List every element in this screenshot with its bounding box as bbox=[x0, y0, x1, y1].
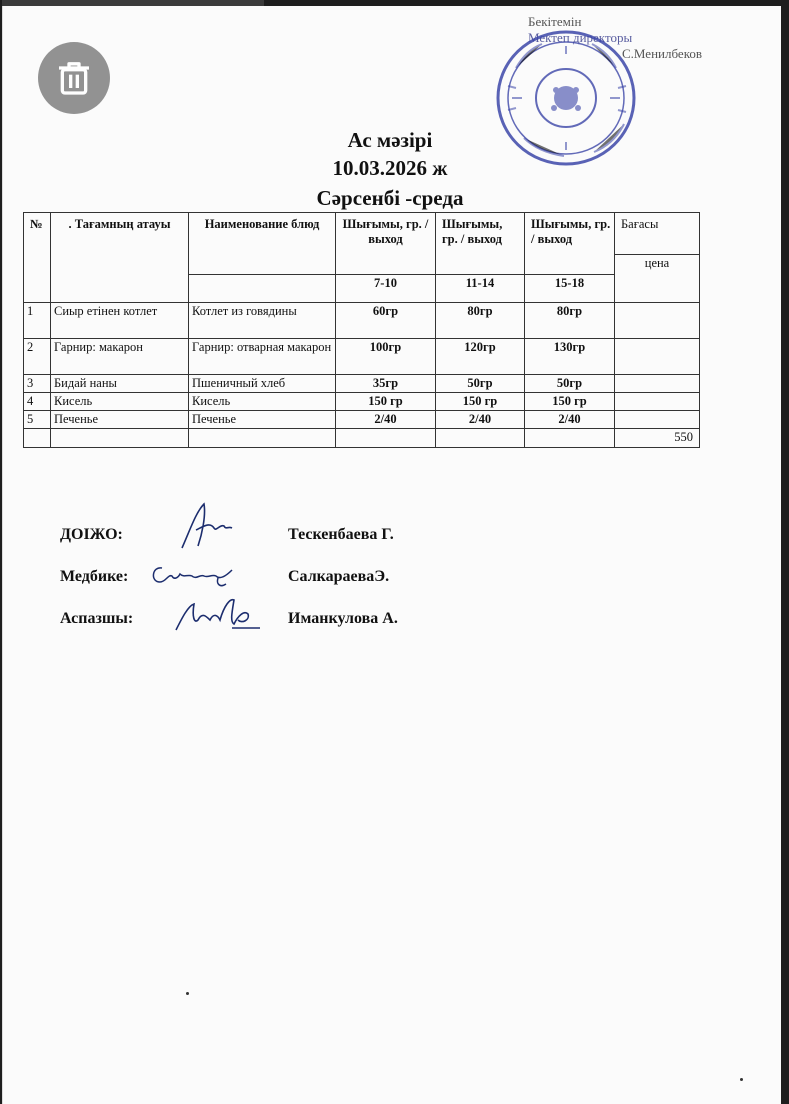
table-row bbox=[24, 339, 700, 375]
approval-line-3: С.Менилбеков bbox=[622, 46, 702, 61]
header-output-2: Шығымы, гр. / выход bbox=[436, 213, 525, 275]
row-price bbox=[615, 393, 700, 411]
row-output-2: 2/40 bbox=[436, 411, 525, 429]
row-price bbox=[615, 303, 700, 339]
header-blank bbox=[189, 275, 336, 303]
row-num: 4 bbox=[24, 393, 51, 411]
row-output-1: 60гр bbox=[336, 303, 436, 339]
row-output-2: 80гр bbox=[436, 303, 525, 339]
signature-role: Медбике: bbox=[60, 568, 129, 585]
header-price-kz: Бағасы bbox=[615, 213, 700, 255]
row-output-3: 130гр bbox=[525, 339, 615, 375]
row-output-3: 80гр bbox=[525, 303, 615, 339]
row-output-2: 120гр bbox=[436, 339, 525, 375]
row-output-1: 2/40 bbox=[336, 411, 436, 429]
signature-role: ДОІЖО: bbox=[60, 526, 123, 543]
speck bbox=[186, 992, 189, 995]
header-age-3: 15-18 bbox=[525, 275, 615, 303]
table-total-row bbox=[24, 429, 700, 448]
header-name-kz: . Тағамның атауы bbox=[51, 213, 189, 303]
row-price bbox=[615, 375, 700, 393]
row-name-kz: Бидай наны bbox=[51, 375, 189, 393]
menu-date: 10.03.2026 ж bbox=[332, 156, 448, 180]
row-name-ru: Котлет из говядины bbox=[189, 303, 336, 339]
menu-table bbox=[23, 212, 700, 448]
row-name-kz: Печенье bbox=[51, 411, 189, 429]
row-output-1: 150 гр bbox=[336, 393, 436, 411]
header-age-2: 11-14 bbox=[436, 275, 525, 303]
row-output-3: 150 гр bbox=[525, 393, 615, 411]
row-price bbox=[615, 339, 700, 375]
signature-name: Тескенбаева Г. bbox=[288, 526, 394, 543]
table-row bbox=[24, 303, 700, 339]
handwritten-signature bbox=[176, 500, 236, 554]
row-output-2: 50гр bbox=[436, 375, 525, 393]
delete-button[interactable] bbox=[38, 42, 110, 114]
signature-name: Иманкулова А. bbox=[288, 610, 398, 627]
approval-line-1: Бекітемін bbox=[528, 14, 582, 29]
row-output-3: 2/40 bbox=[525, 411, 615, 429]
handwritten-signature bbox=[172, 590, 264, 640]
header-price-ru: цена bbox=[615, 255, 700, 303]
table-row bbox=[24, 411, 700, 429]
header-output-3: Шығымы, гр. / выход bbox=[525, 213, 615, 275]
row-num: 2 bbox=[24, 339, 51, 375]
menu-title: Ас мәзірі bbox=[347, 128, 433, 152]
table-row bbox=[24, 393, 700, 411]
row-output-3: 50гр bbox=[525, 375, 615, 393]
signature-row bbox=[60, 564, 480, 606]
signature-row bbox=[60, 606, 480, 648]
row-num: 1 bbox=[24, 303, 51, 339]
signature-row bbox=[60, 522, 480, 564]
menu-day: Сәрсенбі -среда bbox=[316, 186, 464, 210]
trash-icon bbox=[54, 58, 94, 98]
row-name-ru: Пшеничный хлеб bbox=[189, 375, 336, 393]
row-num: 5 bbox=[24, 411, 51, 429]
row-num: 3 bbox=[24, 375, 51, 393]
handwritten-signature bbox=[148, 558, 238, 592]
school-seal-stamp bbox=[494, 28, 638, 168]
approval-line-2: Мектеп директоры bbox=[528, 30, 633, 45]
header-output-1: Шығымы, гр. / выход bbox=[336, 213, 436, 275]
row-price bbox=[615, 411, 700, 429]
signatures-block bbox=[60, 522, 480, 648]
row-name-ru: Кисель bbox=[189, 393, 336, 411]
table-row bbox=[24, 375, 700, 393]
signature-name: СалкараеваЭ. bbox=[288, 568, 390, 585]
row-name-kz: Кисель bbox=[51, 393, 189, 411]
row-name-kz: Сиыр етінен котлет bbox=[51, 303, 189, 339]
row-name-ru: Печенье bbox=[189, 411, 336, 429]
header-name-ru: Наименование блюд bbox=[189, 213, 336, 275]
row-output-1: 100гр bbox=[336, 339, 436, 375]
row-output-1: 35гр bbox=[336, 375, 436, 393]
signature-role: Аспазшы: bbox=[60, 610, 134, 627]
header-num: № bbox=[24, 213, 51, 303]
row-output-2: 150 гр bbox=[436, 393, 525, 411]
row-name-kz: Гарнир: макарон bbox=[51, 339, 189, 375]
total-price: 550 bbox=[615, 429, 700, 448]
row-name-ru: Гарнир: отварная макарон bbox=[189, 339, 336, 375]
speck bbox=[740, 1078, 743, 1081]
header-age-1: 7-10 bbox=[336, 275, 436, 303]
